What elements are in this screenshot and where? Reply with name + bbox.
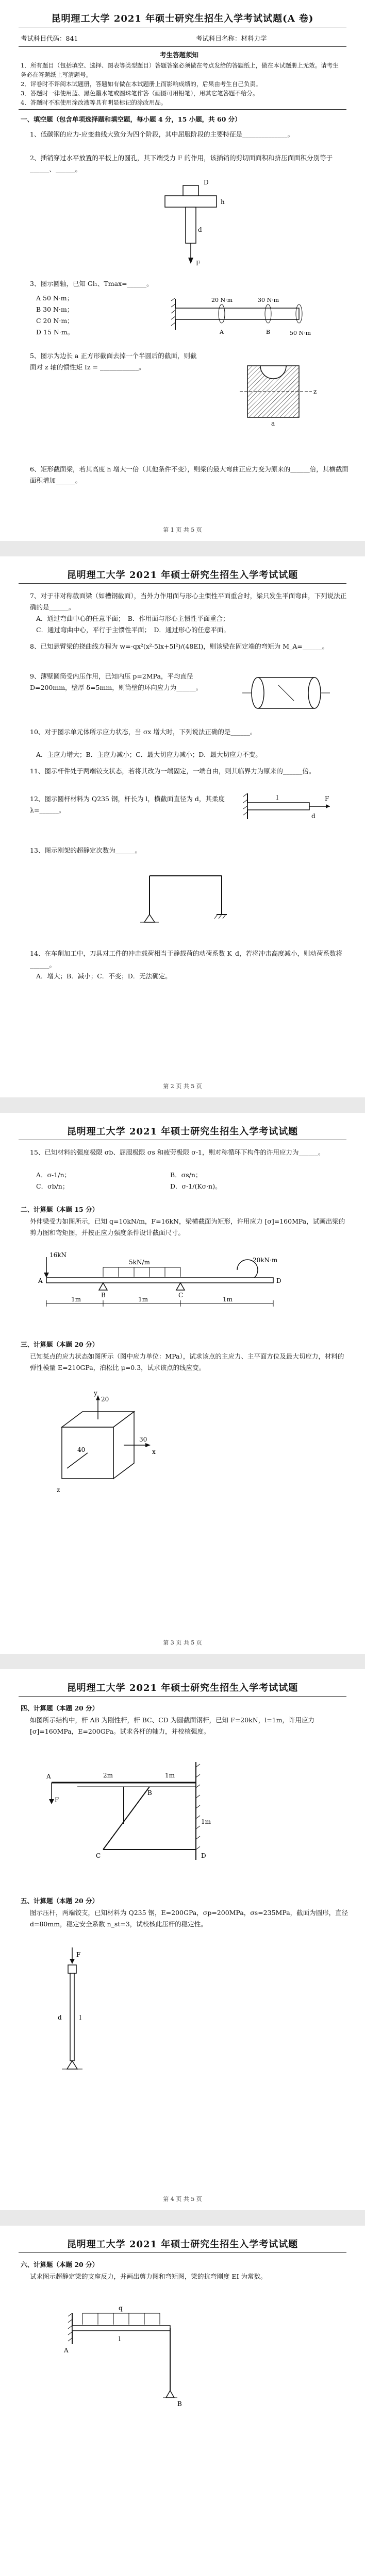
page-gap: [0, 1097, 365, 1113]
header-divider: [19, 583, 346, 584]
stress-20: 20: [101, 1396, 109, 1403]
label-D: D: [276, 1277, 281, 1284]
span-1: 1m: [71, 1296, 81, 1303]
q15-option-b: B．σs/n；: [170, 1171, 202, 1179]
label-B: B: [266, 329, 271, 335]
question-11: 11、图示杆件处于两端铰支状态，若将其改为一端固定，一端自由，则其临界力为原来的______倍。: [30, 767, 316, 775]
question-2: 2、插销穿过水平放置的平板上的圆孔，其下端受力 F 的作用，该插销的剪切面面积和挤压面面积分别等于______、______。: [30, 154, 333, 173]
exam-page-3: [0, 1113, 365, 1654]
q3-option-a: A 50 N·m；: [36, 294, 74, 302]
section-6-title: 六、计算题（本题 20 分）: [21, 2261, 99, 2268]
question-10: 10、对于图示单元体所示应力状态，当 σx 增大时，下列说法正确的是______。: [30, 728, 257, 736]
label-d: d: [311, 812, 316, 820]
label-B: B: [147, 1789, 152, 1797]
stress-cube-figure: [46, 1391, 160, 1499]
header-divider: [19, 1696, 346, 1697]
page-footer-2: 第 2 页 共 5 页: [163, 1083, 202, 1090]
load-q: 5kN/m: [129, 1259, 150, 1266]
page-title: 昆明理工大学 2021 年硕士研究生招生入学考试试题: [67, 570, 298, 581]
header-divider: [19, 2252, 346, 2253]
q15-option-c: C．σb/n；: [36, 1182, 69, 1190]
section-4-title: 四、计算题（本题 20 分）: [21, 1704, 99, 1712]
q15-option-a: A．σ-1/n；: [36, 1171, 71, 1179]
question-9: 9、薄壁圆筒受内压作用，已知内压 p=2MPa，平均直径 D=200mm，壁厚 δ=5mm，则筒壁的环向应力为______。: [30, 672, 203, 691]
label-F: F: [325, 795, 329, 802]
exam-page-5: [0, 2226, 365, 2576]
q7-options-ab: A．通过弯曲中心的任意平面； B．作用面与形心主惯性平面重合；: [36, 615, 229, 622]
section-3-text: 已知某点的应力状态如图所示（图中应力单位：MPa），试求该点的主应力、主平面方位及最大切应力，材料的弹性模量 E=210GPa，泊松比 μ=0.3，试求该点的线应变。: [30, 1352, 344, 1371]
header-divider-3: [19, 109, 346, 110]
section-5-text: 图示压杆，两端铰支，已知材料为 Q235 钢，E=200GPa，σp=200MPa，σs=235MPa，截面为圆形，直径 d=80mm，稳定安全系数 n_st=3，试校核此压杆的稳定性。: [30, 1909, 349, 1928]
q3-option-c: C 20 N·m；: [36, 317, 74, 325]
dim-1m-b: 1m: [201, 1818, 211, 1825]
label-h: h: [221, 198, 225, 206]
exam-page-4: [0, 1669, 365, 2210]
question-8: 8、已知悬臂梁的挠曲线方程为 w=-qx²(x²-5lx+5l²)/(48EI)，则该梁在固定端的弯矩为 M_A=______。: [30, 642, 328, 650]
page-title: 昆明理工大学 2021 年硕士研究生招生入学考试试题: [67, 1126, 298, 1137]
page-gap: [0, 1654, 365, 1669]
stress-40: 40: [77, 1446, 86, 1453]
question-15: 15、已知材料的强度极限 σb、屈服极限 σs 和疲劳极限 σ-1，则对称循环下构件的许用应力为______。: [30, 1148, 325, 1156]
exam-page-2: [0, 556, 365, 1097]
page-title: 昆明理工大学 2021 年硕士研究生招生入学考试试题: [67, 2239, 298, 2250]
question-5: 5、图示为边长 a 正方形截面去掉一个半圆后的截面，则截面对 z 轴的惯性矩 Iz = ____________。: [30, 352, 197, 371]
exam-code: 考试科目代码：841: [21, 35, 78, 42]
question-12: 12、图示圆杆材料为 Q235 钢，杆长为 l，横截面直径为 d，其柔度 λ=______。: [30, 795, 225, 814]
notice-4: 4．答题时不准使用涂改液等具有明显标记的涂改用品。: [21, 99, 167, 106]
label-C: C: [96, 1852, 101, 1859]
axis-x: x: [152, 1448, 156, 1455]
load-F: F: [55, 1797, 59, 1804]
stress-30: 30: [139, 1436, 147, 1443]
question-6: 6、矩形截面梁，若其高度 h 增大一倍（其他条件不变），则梁的最大弯曲正应力变为原来的______倍，其横截面面积增加______。: [30, 465, 349, 484]
page-title: 昆明理工大学 2021 年硕士研究生招生入学考试试题: [67, 1683, 298, 1693]
load-F: 16kN: [49, 1251, 67, 1259]
span-2: 1m: [138, 1296, 148, 1303]
exam-page-1: [0, 0, 365, 541]
label-C: C: [178, 1292, 184, 1299]
label-A: A: [220, 329, 224, 335]
label-F: F: [196, 260, 201, 267]
notice-2: 2．评卷时不评阅本试题册，答题如有做在本试题册上而影响成绩的，后果由考生自己负责。: [21, 80, 262, 88]
moment-2: 30 N·m: [258, 297, 279, 303]
load-M: 20kN·m: [253, 1257, 278, 1264]
section-2-title: 二、计算题（本题 15 分）: [21, 1206, 99, 1213]
question-7: 7、对于非对称截面梁（如槽钢截面），当外力作用面与形心主惯性平面重合时，梁只发生平面弯曲，下列说法正确的是______。: [30, 592, 347, 611]
q15-option-d: D．σ-1/(Kσ·n)。: [170, 1182, 222, 1190]
label-A: A: [38, 1277, 43, 1284]
dim-1m-a: 1m: [165, 1772, 175, 1779]
q14-options: A．增大；B．减小；C．不变；D．无法确定。: [36, 972, 172, 980]
q3-option-b: B 30 N·m；: [36, 306, 74, 313]
label-A: A: [46, 1773, 51, 1780]
header-divider-2: [19, 46, 346, 47]
section-6-text: 试求图示超静定梁的支座反力，并画出剪力图和弯矩图，梁的抗弯刚度 EI 为常数。: [30, 2273, 267, 2280]
question-3: 3、图示圆轴，已知 Gl₁、Tmax=______。: [30, 280, 153, 287]
load-q: q: [119, 2304, 123, 2312]
indeterminate-beam-figure: [62, 2298, 227, 2411]
load-F: F: [76, 1951, 81, 1958]
notice-3: 3．答题时一律使用蓝、黑色墨水笔或圆珠笔作答（画图可用铅笔），用其它笔答题不给分。: [21, 90, 259, 97]
pin-figure: [155, 180, 227, 268]
label-a: a: [271, 420, 275, 427]
section-2-text: 外伸梁受力如图所示，已知 q=10kN/m，F=16kN，梁横截面为矩形，许用应力 [σ]=160MPa，试画出梁的剪力图和弯矩图，并按正应力强度条件设计截面尺寸。: [30, 1217, 345, 1236]
question-1: 1、低碳钢的应力-应变曲线大致分为四个阶段，其中屈服阶段的主要特征是______________。: [30, 130, 294, 138]
section-4-text: 如图所示结构中，杆 AB 为刚性杆，杆 BC、CD 为圆截面钢杆，已知 F=20kN，l=1m，许用应力 [σ]=160MPa，E=200GPa。试求各杆的轴力，并校核强度。: [30, 1716, 314, 1735]
label-l: l: [119, 2335, 121, 2343]
cylinder-figure: [242, 670, 330, 716]
moment-3: 50 N·m: [290, 330, 311, 336]
page-footer-3: 第 3 页 共 5 页: [163, 1639, 202, 1646]
axis-z: z: [57, 1486, 60, 1494]
label-A: A: [64, 2347, 69, 2354]
truss-figure: [46, 1757, 253, 1875]
exam-name: 考试科目名称：材料力学: [196, 35, 267, 42]
dim-2m: 2m: [103, 1772, 113, 1779]
notice-title: 考生答题须知: [160, 51, 199, 59]
section-5-title: 五、计算题（本题 20 分）: [21, 1897, 99, 1905]
label-B: B: [177, 2400, 182, 2408]
section-figure: [237, 350, 320, 428]
label-z: z: [313, 388, 317, 395]
notice-1: 1．所有题目（包括填空、选择、图表等类型题目）答题答案必须做在考点发给的答题纸上，做在本试题册上无效。请考生务必在答题纸上写清题号。: [21, 62, 339, 78]
axis-y: y: [94, 1389, 97, 1397]
section-3-title: 三、计算题（本题 20 分）: [21, 1341, 99, 1348]
column-figure: [46, 1947, 108, 2081]
span-3: 1m: [223, 1296, 233, 1303]
page-title: 昆明理工大学 2021 年硕士研究生招生入学考试试题(A 卷): [51, 13, 314, 24]
label-B: B: [101, 1292, 106, 1299]
label-d: d: [198, 226, 202, 233]
section-1-title: 一、填空题（包含单项选择题和填空题，每小题 4 分，15 小题，共 60 分）: [21, 115, 241, 123]
beam-figure: [31, 1247, 299, 1314]
label-D: D: [201, 1852, 206, 1859]
q7-options-cd: C．通过弯曲中心，平行于主惯性平面； D．通过形心的任意平面。: [36, 626, 230, 634]
question-14: 14、在车削加工中，刀具对工件的冲击载荷相当于静载荷的动荷系数 K_d，若将冲击高度减小，则动荷系数将______。: [30, 950, 342, 969]
q3-option-d: D 15 N·m。: [36, 328, 74, 336]
label-l: l: [276, 794, 278, 801]
frame-figure: [134, 866, 237, 927]
moment-1: 20 N·m: [211, 297, 233, 303]
page-footer-1: 第 1 页 共 5 页: [163, 527, 202, 533]
page-gap: [0, 2210, 365, 2226]
question-13: 13、图示刚架的超静定次数为______。: [30, 846, 141, 854]
page-gap: [0, 541, 365, 556]
label-d: d: [58, 2014, 62, 2021]
rod-figure: [242, 788, 335, 824]
q10-options: A．主应力增大；B．主应力减小；C．最大切应力减小；D．最大切应力不变。: [36, 751, 262, 758]
shaft-figure: [170, 289, 325, 340]
page-footer-4: 第 4 页 共 5 页: [163, 2196, 202, 2202]
label-l: l: [79, 2014, 81, 2021]
label-D: D: [204, 179, 209, 186]
